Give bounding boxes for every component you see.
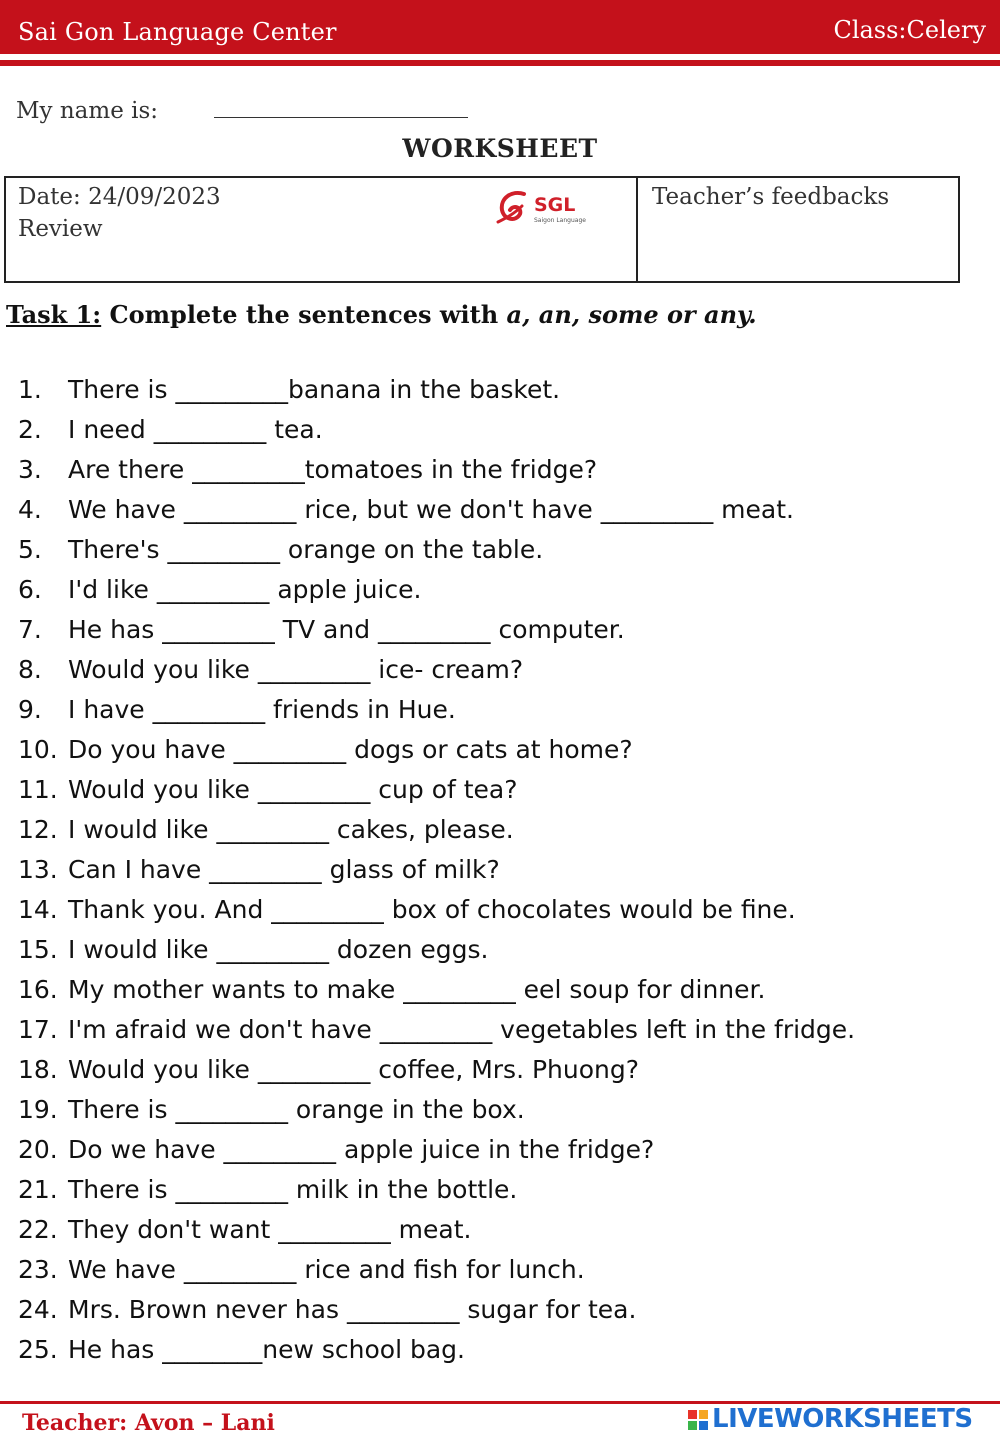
question-number: 20. bbox=[18, 1135, 58, 1164]
question-item[interactable] bbox=[18, 1090, 855, 1130]
question-number: 15. bbox=[18, 935, 58, 964]
date-text: Date: 24/09/2023 bbox=[18, 184, 221, 210]
question-number: 13. bbox=[18, 855, 58, 884]
question-text: Are there _________tomatoes in the fridge? bbox=[68, 455, 598, 484]
question-item[interactable] bbox=[18, 650, 855, 690]
question-text: My mother wants to make _________ eel soup for dinner. bbox=[68, 975, 766, 1004]
question-text: Would you like _________ ice- cream? bbox=[68, 655, 524, 684]
teacher-credit: Teacher: Avon – Lani bbox=[22, 1410, 275, 1436]
question-item[interactable] bbox=[18, 690, 855, 730]
question-item[interactable] bbox=[18, 730, 855, 770]
name-label: My name is: bbox=[16, 98, 159, 124]
question-number: 21. bbox=[18, 1175, 58, 1204]
question-number: 9. bbox=[18, 695, 42, 724]
task-instruction: Complete the sentences with bbox=[101, 300, 507, 329]
question-text: Do you have _________ dogs or cats at home? bbox=[68, 735, 633, 764]
logo-text: SGL bbox=[534, 194, 576, 216]
question-item[interactable] bbox=[18, 810, 855, 850]
question-text: We have _________ rice and fish for lunch. bbox=[68, 1255, 585, 1284]
question-number: 11. bbox=[18, 775, 58, 804]
question-text: He has _________ TV and _________ computer. bbox=[68, 615, 625, 644]
question-number: 16. bbox=[18, 975, 58, 1004]
question-text: I would like _________ dozen eggs. bbox=[68, 935, 489, 964]
question-item[interactable] bbox=[18, 1170, 855, 1210]
logo-subtext: Saigon Language bbox=[534, 217, 586, 224]
question-number: 19. bbox=[18, 1095, 58, 1124]
question-number: 3. bbox=[18, 455, 42, 484]
question-number: 7. bbox=[18, 615, 42, 644]
question-item[interactable] bbox=[18, 370, 855, 410]
question-text: They don't want _________ meat. bbox=[68, 1215, 472, 1244]
question-number: 23. bbox=[18, 1255, 58, 1284]
question-number: 10. bbox=[18, 735, 58, 764]
question-number: 1. bbox=[18, 375, 42, 404]
question-item[interactable] bbox=[18, 1250, 855, 1290]
question-text: I would like _________ cakes, please. bbox=[68, 815, 514, 844]
question-item[interactable] bbox=[18, 930, 855, 970]
question-item[interactable] bbox=[18, 770, 855, 810]
question-item[interactable] bbox=[18, 1050, 855, 1090]
worksheet-title: WORKSHEET bbox=[402, 134, 598, 163]
feedback-box bbox=[636, 176, 960, 283]
question-text: I need _________ tea. bbox=[68, 415, 323, 444]
question-item[interactable] bbox=[18, 1290, 855, 1330]
question-item[interactable] bbox=[18, 530, 855, 570]
question-item[interactable] bbox=[18, 1010, 855, 1050]
question-item[interactable] bbox=[18, 610, 855, 650]
question-number: 4. bbox=[18, 495, 42, 524]
question-number: 12. bbox=[18, 815, 58, 844]
question-number: 6. bbox=[18, 575, 42, 604]
class-label: Class:Celery bbox=[833, 16, 986, 44]
question-number: 17. bbox=[18, 1015, 58, 1044]
question-item[interactable] bbox=[18, 1330, 855, 1370]
question-text: We have _________ rice, but we don't have _________ meat. bbox=[68, 495, 794, 524]
sgl-logo bbox=[494, 188, 598, 228]
header-bar bbox=[0, 0, 1000, 54]
task-heading bbox=[6, 300, 757, 329]
question-item[interactable] bbox=[18, 970, 855, 1010]
question-text: Mrs. Brown never has _________ sugar for tea. bbox=[68, 1295, 637, 1324]
question-text: There is _________ milk in the bottle. bbox=[68, 1175, 518, 1204]
question-item[interactable] bbox=[18, 490, 855, 530]
sgl-swirl-icon bbox=[494, 188, 532, 228]
question-number: 5. bbox=[18, 535, 42, 564]
task-label: Task 1: bbox=[6, 300, 102, 329]
header-divider bbox=[0, 60, 1000, 66]
question-text: There's _________ orange on the table. bbox=[68, 535, 544, 564]
question-number: 18. bbox=[18, 1055, 58, 1084]
question-item[interactable] bbox=[18, 1210, 855, 1250]
question-text: There is _________ orange in the box. bbox=[68, 1095, 525, 1124]
question-number: 14. bbox=[18, 895, 58, 924]
task-options: a, an, some or any. bbox=[506, 300, 757, 329]
school-name: Sai Gon Language Center bbox=[18, 18, 337, 46]
question-number: 2. bbox=[18, 415, 42, 444]
question-item[interactable] bbox=[18, 1130, 855, 1170]
question-number: 22. bbox=[18, 1215, 58, 1244]
question-text: Do we have _________ apple juice in the fridge? bbox=[68, 1135, 655, 1164]
liveworksheets-text: LIVEWORKSHEETS bbox=[712, 1404, 973, 1434]
question-text: There is _________banana in the basket. bbox=[68, 375, 561, 404]
question-item[interactable] bbox=[18, 850, 855, 890]
question-text: I'm afraid we don't have _________ vegetables left in the fridge. bbox=[68, 1015, 856, 1044]
question-number: 24. bbox=[18, 1295, 58, 1324]
question-number: 8. bbox=[18, 655, 42, 684]
question-text: Would you like _________ coffee, Mrs. Phuong? bbox=[68, 1055, 640, 1084]
question-text: I'd like _________ apple juice. bbox=[68, 575, 422, 604]
info-box bbox=[4, 176, 638, 283]
liveworksheets-brand[interactable] bbox=[688, 1404, 988, 1436]
question-text: Thank you. And _________ box of chocolates would be fine. bbox=[68, 895, 796, 924]
question-text: Can I have _________ glass of milk? bbox=[68, 855, 500, 884]
feedback-label: Teacher’s feedbacks bbox=[652, 184, 890, 210]
liveworksheets-grid-icon bbox=[688, 1410, 708, 1430]
question-text: I have _________ friends in Hue. bbox=[68, 695, 456, 724]
name-input-line[interactable] bbox=[214, 117, 468, 118]
question-number: 25. bbox=[18, 1335, 58, 1364]
question-text: Would you like _________ cup of tea? bbox=[68, 775, 518, 804]
question-item[interactable] bbox=[18, 570, 855, 610]
topic-text: Review bbox=[18, 216, 103, 242]
question-item[interactable] bbox=[18, 410, 855, 450]
question-list bbox=[18, 370, 855, 1370]
question-item[interactable] bbox=[18, 890, 855, 930]
question-text: He has ________new school bag. bbox=[68, 1335, 465, 1364]
question-item[interactable] bbox=[18, 450, 855, 490]
